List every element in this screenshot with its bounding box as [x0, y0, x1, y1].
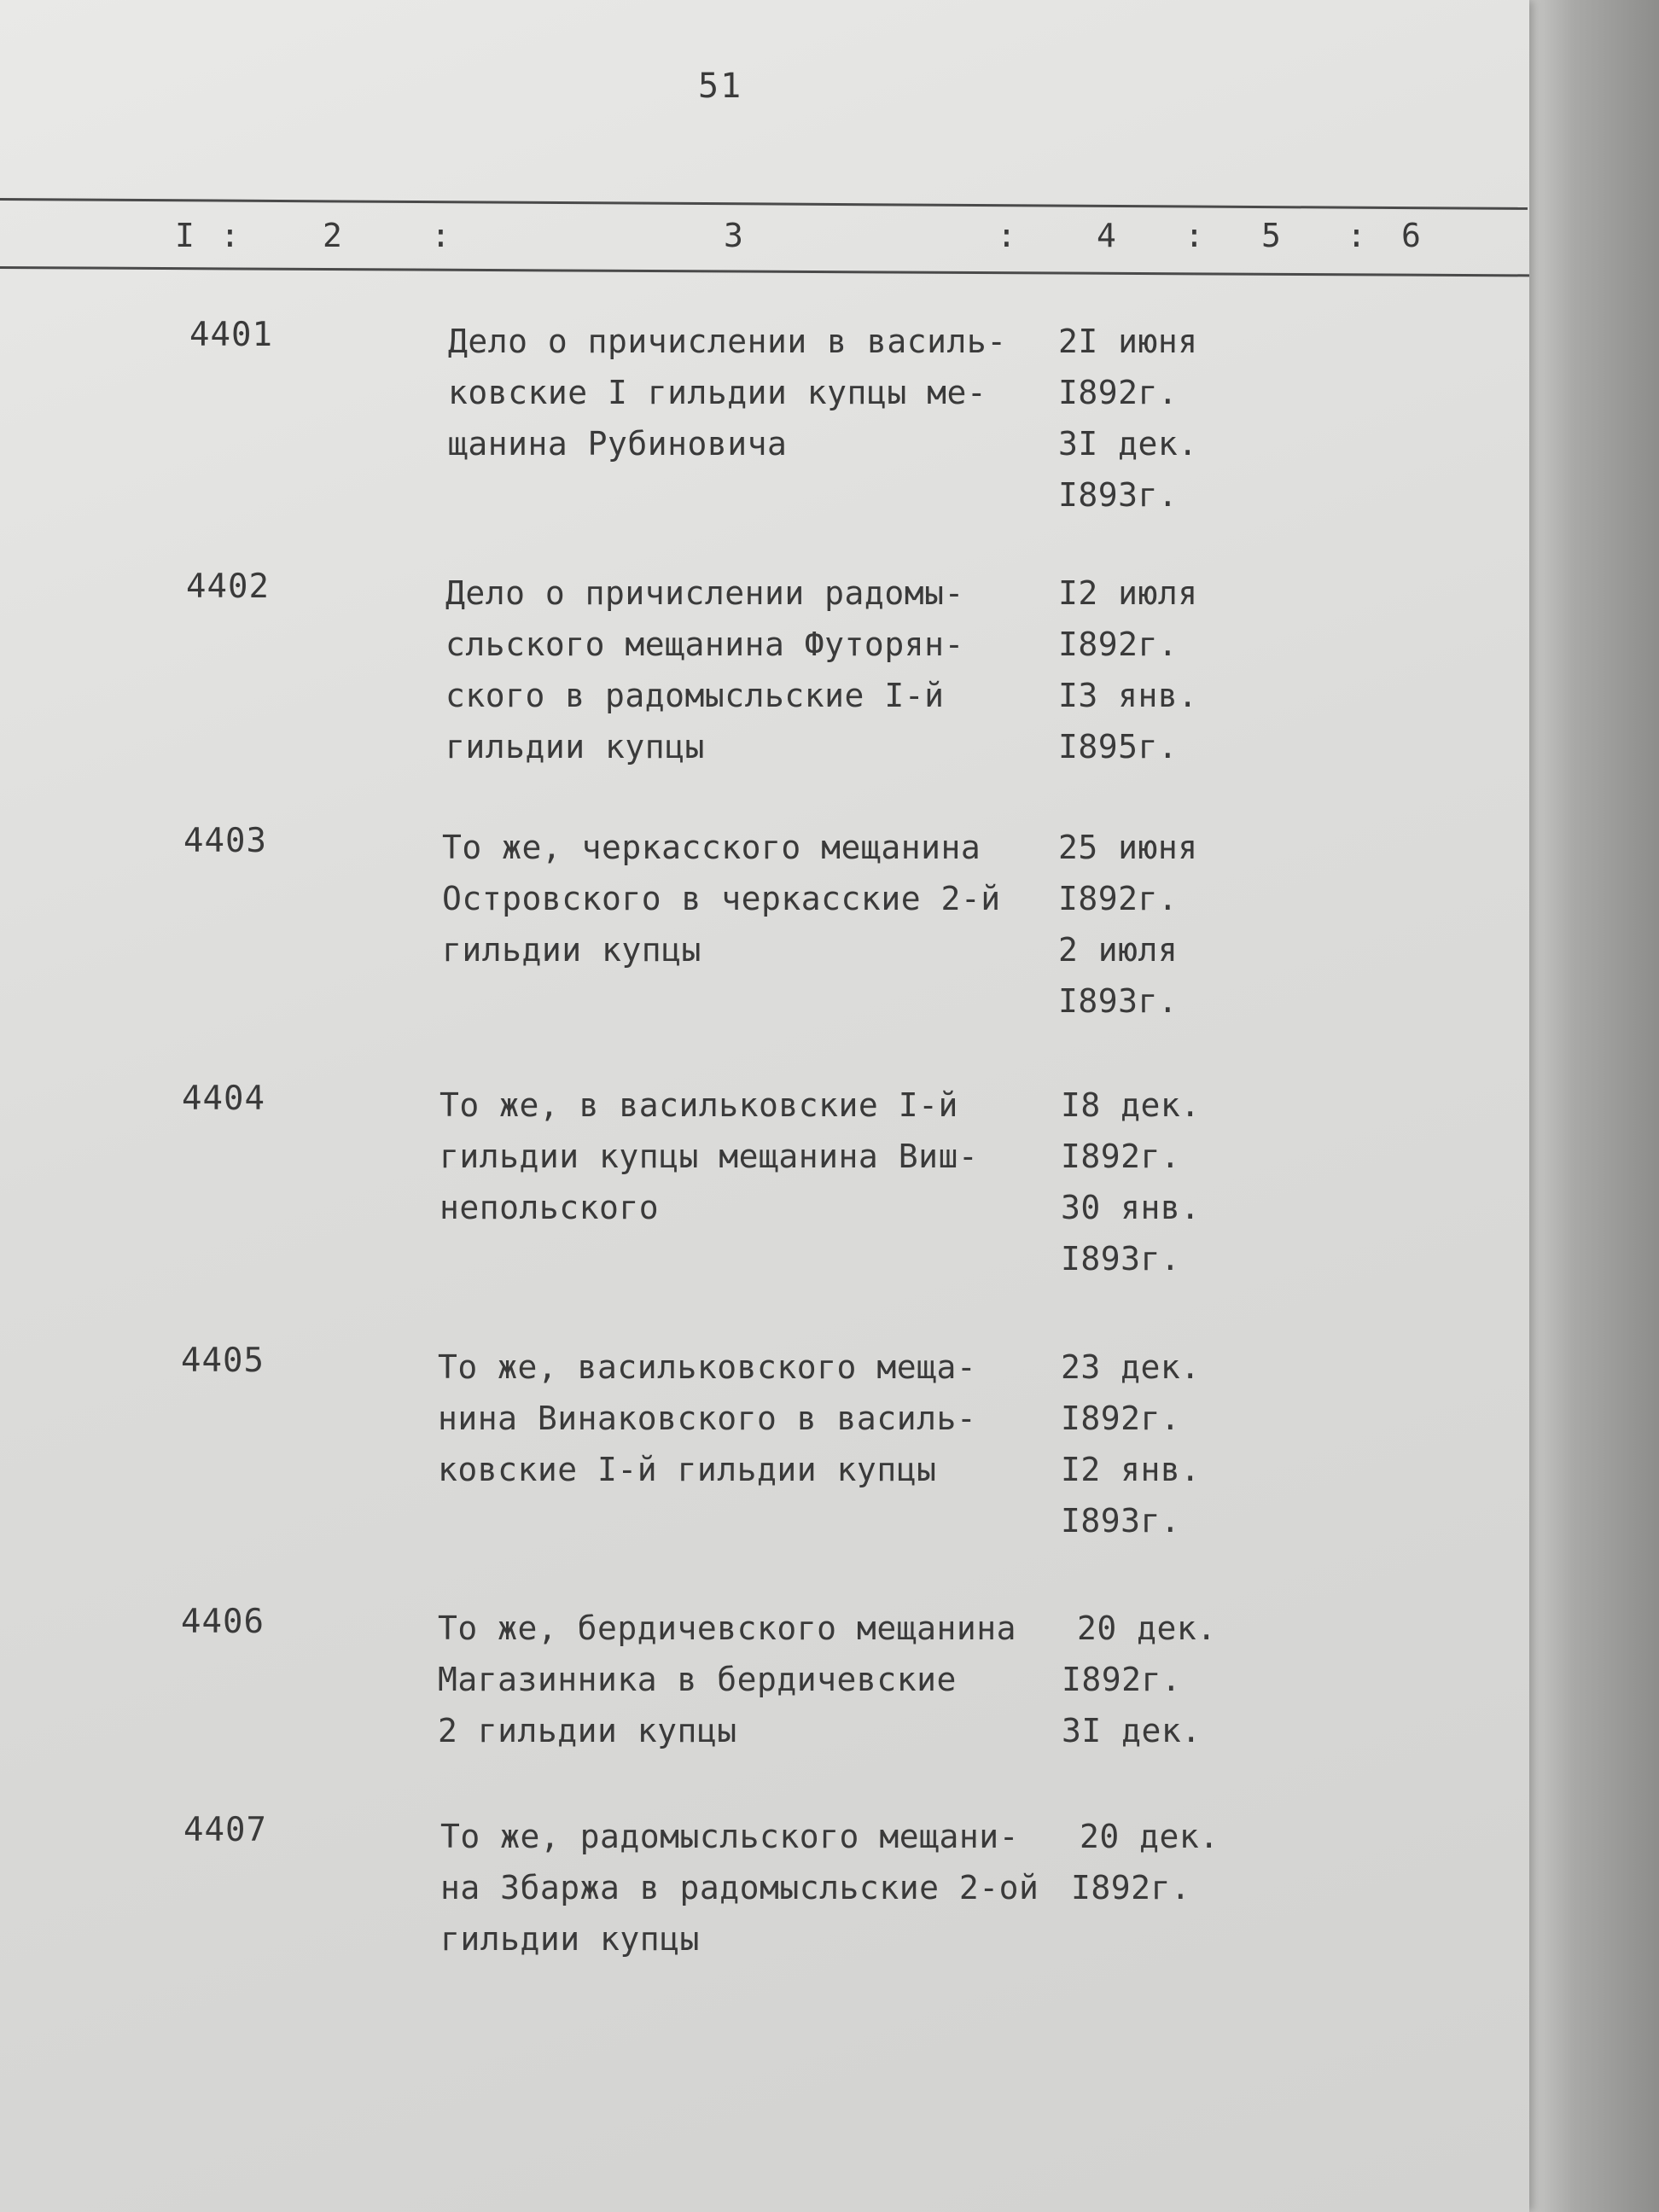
- background-surface: [1528, 0, 1659, 2212]
- description-line: ковские I-й гильдии купцы: [438, 1451, 937, 1488]
- entry-number: 4401: [189, 316, 273, 354]
- date-line: I892г.: [1071, 1869, 1191, 1906]
- table-header-bottom-rule: [0, 266, 1529, 276]
- date-line: 2I июня: [1058, 323, 1198, 360]
- column-separator: :: [220, 217, 240, 254]
- description-line: ского в радомысльские I-й: [445, 677, 945, 714]
- date-line: 3I дек.: [1062, 1712, 1202, 1749]
- description-line: непольского: [439, 1189, 660, 1226]
- column-header-1: I: [175, 217, 195, 254]
- column-separator: :: [1347, 217, 1366, 254]
- column-header-6: 6: [1401, 217, 1421, 254]
- description-line: Островского в черкасские 2-й: [442, 880, 1001, 917]
- entry-dates: [1062, 1603, 1265, 1756]
- entry-description: [442, 822, 1057, 975]
- date-line: I3 янв.: [1058, 677, 1198, 714]
- description-line: То же, черкасского мещанина: [442, 829, 981, 866]
- column-header-2: 2: [323, 217, 342, 254]
- description-line: гильдии купцы мещанина Виш-: [439, 1138, 979, 1175]
- description-line: То же, васильковского меща-: [438, 1348, 977, 1386]
- description-line: на Збаржа в радомысльские 2-ой: [440, 1869, 1039, 1906]
- description-line: Дело о причислении в василь-: [448, 323, 1007, 360]
- date-line: 3I дек.: [1058, 425, 1198, 463]
- description-line: сльского мещанина Футорян-: [445, 626, 964, 663]
- description-line: Магазинника в бердичевские: [438, 1661, 957, 1698]
- entry-number: 4402: [186, 568, 270, 606]
- page-number: 51: [698, 67, 743, 106]
- column-header-3: 3: [724, 217, 743, 254]
- date-line: I2 июля: [1058, 574, 1198, 612]
- date-line: I893г.: [1061, 1240, 1181, 1278]
- column-separator: :: [431, 217, 451, 254]
- column-header-5: 5: [1261, 217, 1281, 254]
- date-line: I893г.: [1058, 982, 1179, 1020]
- description-line: Дело о причислении радомы-: [445, 574, 964, 612]
- entry-number: 4407: [183, 1811, 267, 1849]
- description-line: ковские I гильдии купцы ме-: [448, 374, 987, 411]
- entry-number: 4406: [181, 1603, 265, 1641]
- date-line: I892г.: [1058, 374, 1179, 411]
- description-line: нина Винаковского в василь-: [438, 1400, 977, 1437]
- date-line: 2 июля: [1058, 931, 1179, 969]
- column-separator: :: [997, 217, 1016, 254]
- entry-dates: [1061, 1342, 1249, 1546]
- description-line: То же, бердичевского мещанина: [438, 1610, 1016, 1647]
- description-line: То же, радомысльского мещани-: [440, 1818, 1019, 1855]
- date-line: 25 июня: [1058, 829, 1198, 866]
- date-line: I892г.: [1061, 1138, 1181, 1175]
- description-line: То же, в васильковские I-й: [439, 1086, 958, 1124]
- date-line: I893г.: [1061, 1502, 1181, 1540]
- date-line: 20 дек.: [1077, 1610, 1217, 1647]
- entry-description: [438, 1603, 1052, 1756]
- entry-number: 4405: [181, 1342, 265, 1380]
- table-header-top-rule: [0, 198, 1528, 210]
- date-line: I895г.: [1058, 728, 1179, 765]
- entry-dates: [1058, 568, 1246, 772]
- column-separator: :: [1185, 217, 1204, 254]
- entry-description: [439, 1080, 1054, 1233]
- date-line: I892г.: [1062, 1661, 1182, 1698]
- entry-dates: [1061, 1080, 1249, 1284]
- entry-dates: [1058, 822, 1246, 1027]
- date-line: I8 дек.: [1061, 1086, 1201, 1124]
- date-line: 30 янв.: [1061, 1189, 1201, 1226]
- date-line: I892г.: [1061, 1400, 1181, 1437]
- entry-description: [440, 1811, 1055, 1965]
- entry-number: 4403: [183, 822, 267, 860]
- column-header-4: 4: [1097, 217, 1116, 254]
- entry-description: [438, 1342, 1052, 1495]
- description-line: гильдии купцы: [442, 931, 701, 969]
- date-line: I893г.: [1058, 476, 1179, 514]
- entry-description: [445, 568, 1060, 772]
- description-line: 2 гильдии купцы: [438, 1712, 737, 1749]
- entry-dates: [1058, 316, 1246, 521]
- entry-number: 4404: [182, 1080, 265, 1118]
- description-line: щанина Рубиновича: [448, 425, 788, 463]
- entry-description: [448, 316, 1062, 469]
- date-line: 23 дек.: [1061, 1348, 1201, 1386]
- date-line: I892г.: [1058, 880, 1179, 917]
- date-line: I2 янв.: [1061, 1451, 1201, 1488]
- date-line: I892г.: [1058, 626, 1179, 663]
- entry-dates: [1071, 1811, 1267, 1913]
- description-line: гильдии купцы: [445, 728, 705, 765]
- date-line: 20 дек.: [1080, 1818, 1220, 1855]
- description-line: гильдии купцы: [440, 1920, 700, 1958]
